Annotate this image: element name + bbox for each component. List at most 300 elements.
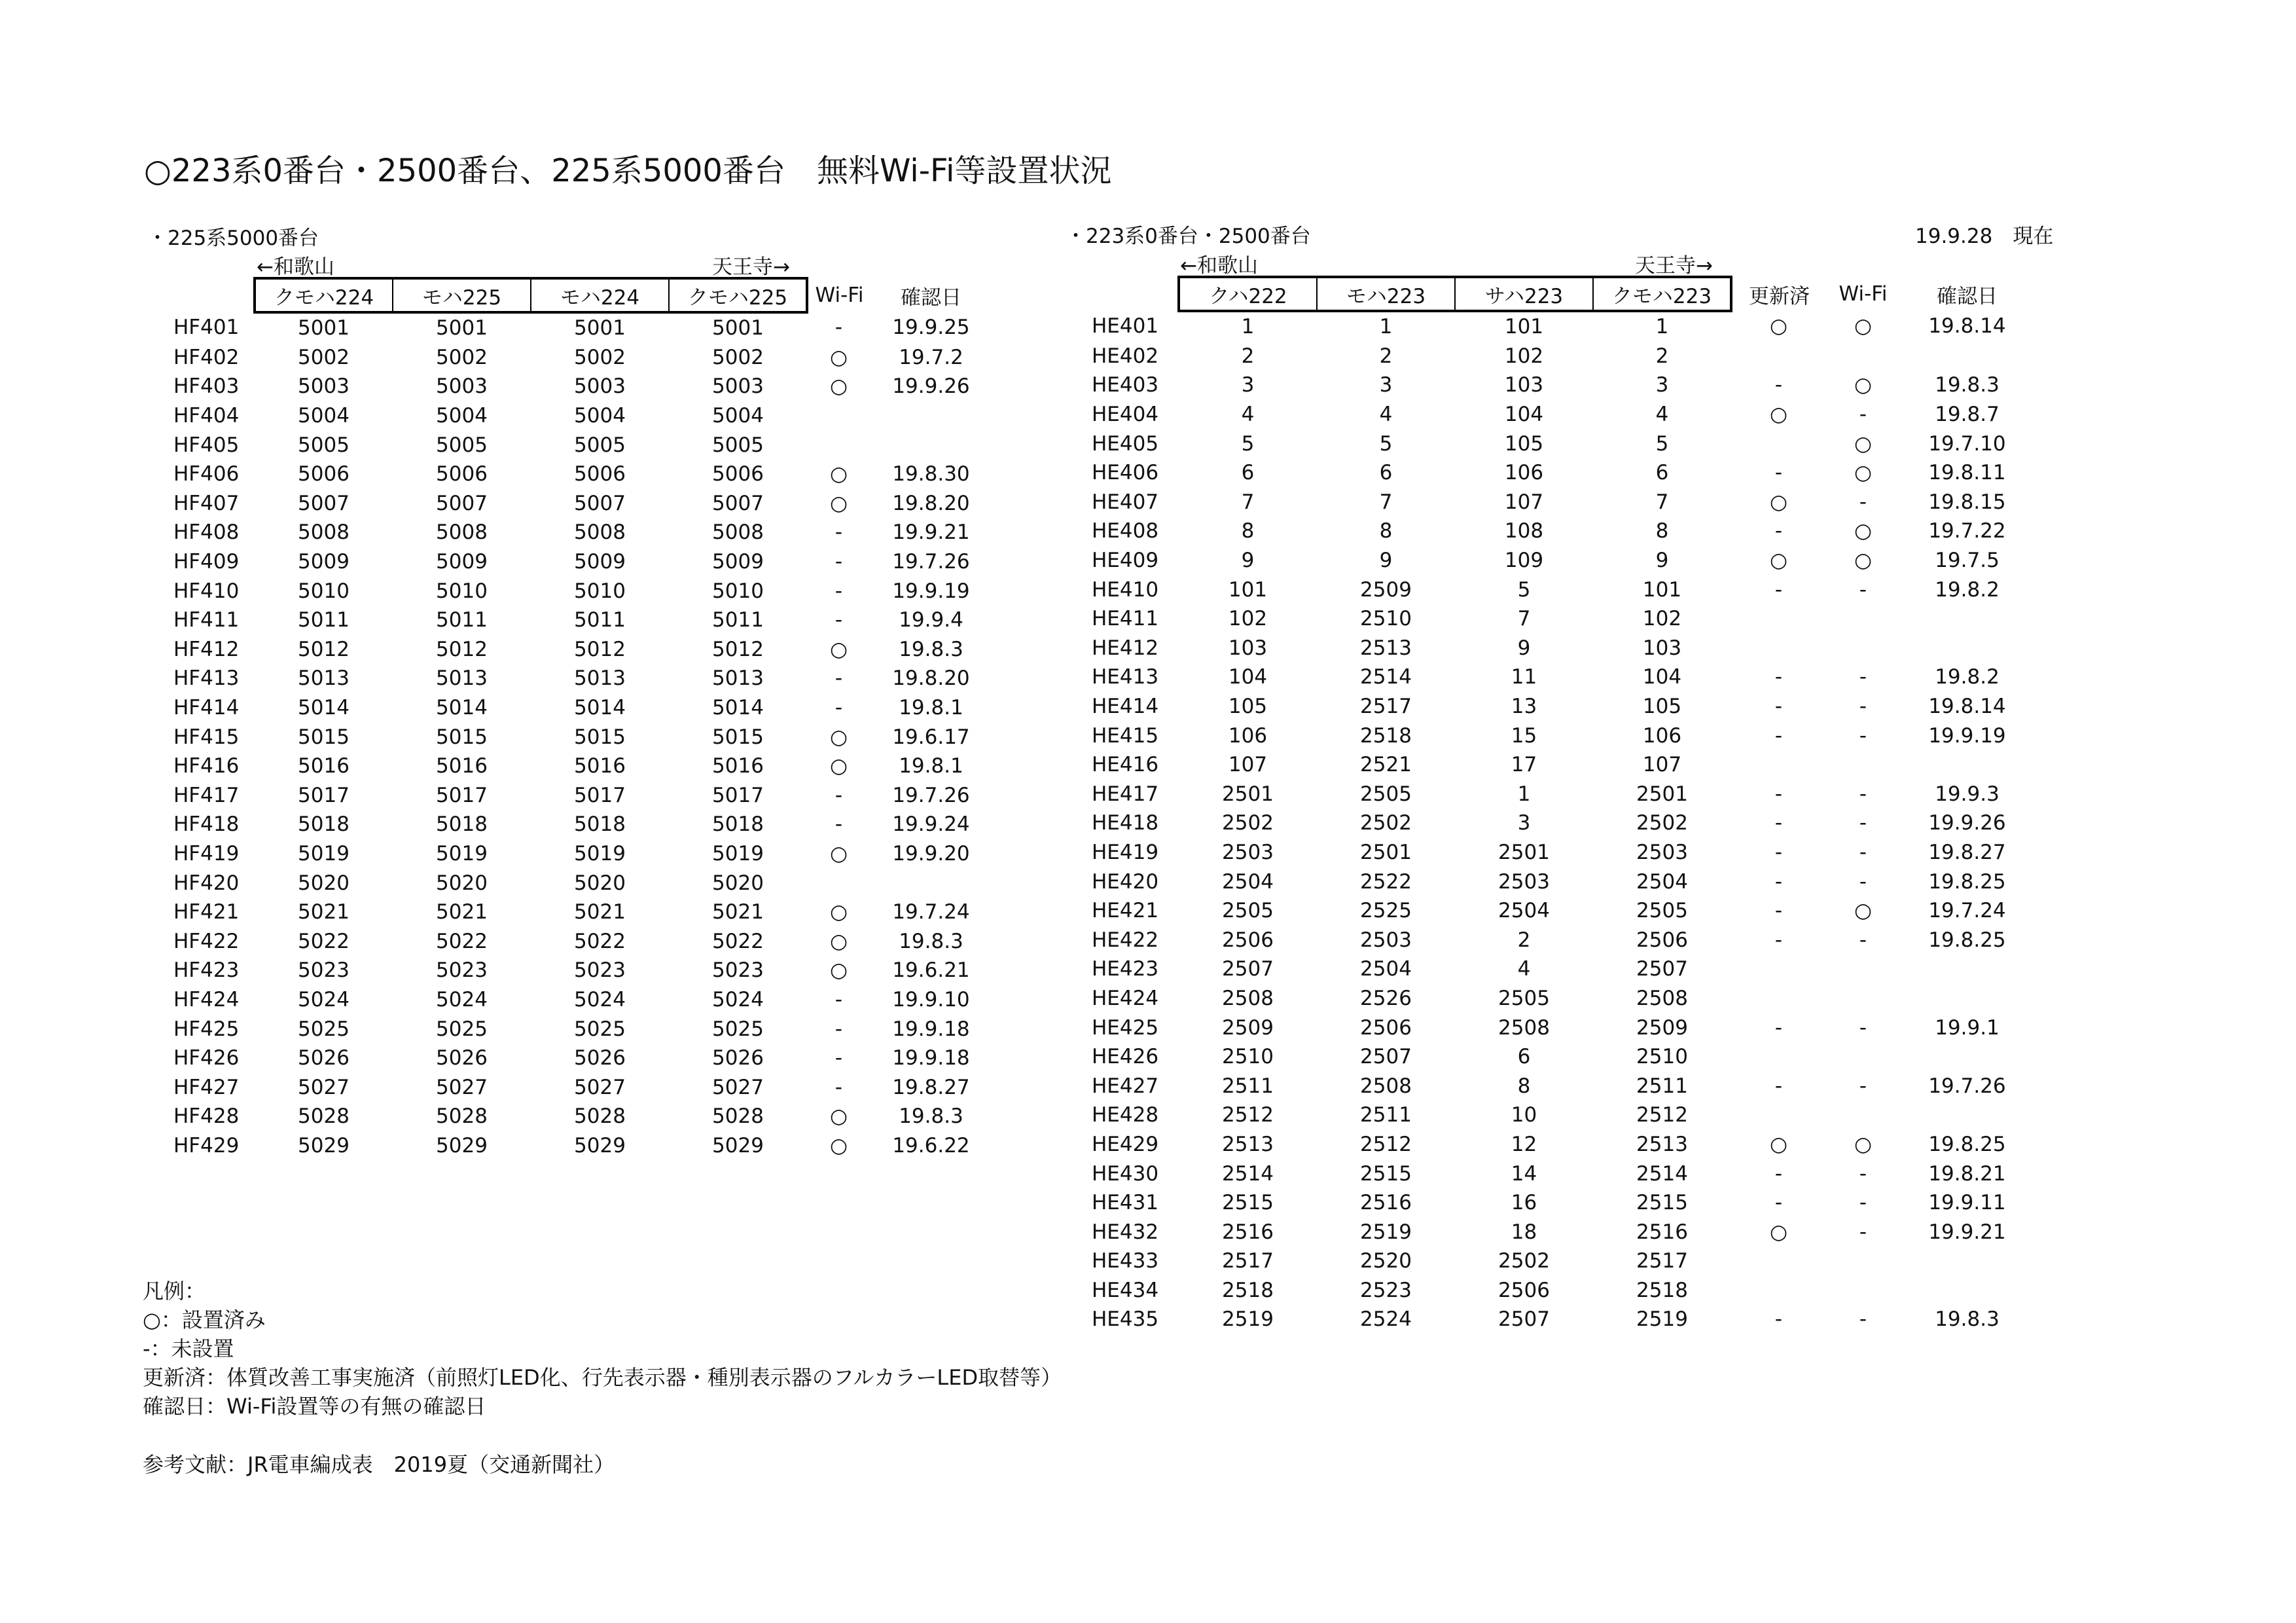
right-cell: 19.9.19 <box>1928 723 2006 748</box>
left-formation-table <box>147 277 992 1160</box>
left-cell: 19.8.20 <box>892 491 970 515</box>
right-cell: 2518 <box>1360 723 1412 748</box>
right-cell: 104 <box>1504 403 1544 427</box>
right-cell: - <box>1859 1307 1867 1332</box>
right-cell: HE414 <box>1092 695 1159 719</box>
left-cell: 5003 <box>436 374 488 399</box>
right-cell: 102 <box>1642 607 1682 631</box>
right-cell: ○ <box>1769 314 1788 338</box>
right-cell: 107 <box>1228 753 1268 777</box>
right-header-car-4: クモハ223 <box>1593 277 1731 311</box>
right-cell: 106 <box>1642 723 1682 748</box>
left-cell: - <box>834 783 843 807</box>
right-cell <box>1731 750 1826 780</box>
right-table-row <box>1066 604 2034 634</box>
left-cell: HF408 <box>173 520 240 545</box>
left-cell: 5019 <box>712 841 764 866</box>
left-cell: 19.9.18 <box>892 1017 970 1041</box>
right-cell: 2505 <box>1360 782 1412 806</box>
right-cell: - <box>1774 840 1783 864</box>
left-cell: 5020 <box>298 871 350 895</box>
left-cell: HF415 <box>173 725 240 749</box>
left-cell: 5016 <box>574 754 626 778</box>
right-cell: 105 <box>1228 695 1268 719</box>
left-cell: 5015 <box>436 725 488 749</box>
left-table-row <box>147 576 992 606</box>
left-cell: 5008 <box>712 520 764 545</box>
right-cell: 8 <box>1241 519 1255 543</box>
left-cell: 5006 <box>574 462 626 486</box>
left-cell: 5015 <box>712 725 764 749</box>
left-cell: 5006 <box>712 462 764 486</box>
right-cell: HE403 <box>1092 373 1159 397</box>
left-cell <box>870 430 992 460</box>
right-cell: ○ <box>1854 314 1873 338</box>
right-table-row <box>1066 634 2034 663</box>
right-table-row <box>1066 721 2034 750</box>
left-cell: HF411 <box>173 608 240 632</box>
right-cell: 3 <box>1379 373 1393 397</box>
left-cell: 5014 <box>298 696 350 720</box>
left-cell: 5021 <box>436 900 488 924</box>
right-cell: 2512 <box>1360 1132 1412 1156</box>
right-cell: 2505 <box>1222 899 1274 923</box>
left-cell: HF405 <box>173 433 240 457</box>
left-table-row <box>147 518 992 547</box>
left-cell: ○ <box>829 637 848 661</box>
left-cell: HF418 <box>173 812 240 837</box>
left-cell: 19.9.20 <box>892 841 970 866</box>
left-cell: 5002 <box>712 345 764 369</box>
left-cell: HF425 <box>173 1017 240 1041</box>
right-cell: HE404 <box>1092 403 1159 427</box>
right-cell: 2513 <box>1360 636 1412 660</box>
right-cell: 7 <box>1517 607 1531 631</box>
right-cell: 4 <box>1379 403 1393 427</box>
left-table-row <box>147 1014 992 1044</box>
right-cell: 2501 <box>1498 840 1550 864</box>
left-cell: 5009 <box>436 550 488 574</box>
left-cell: 19.8.1 <box>899 696 963 720</box>
right-cell <box>1731 429 1826 458</box>
left-cell: 19.9.25 <box>892 316 970 340</box>
right-cell: - <box>1774 1015 1783 1040</box>
right-cell: 2502 <box>1498 1249 1550 1273</box>
left-cell: HF413 <box>173 666 240 691</box>
left-cell: 5004 <box>712 404 764 428</box>
left-cell: 19.8.20 <box>892 666 970 691</box>
left-table-row <box>147 401 992 431</box>
left-cell: 5009 <box>298 550 350 574</box>
left-cell: 5026 <box>712 1046 764 1070</box>
right-cell: HE423 <box>1092 957 1159 981</box>
left-cell: 5024 <box>436 987 488 1012</box>
left-cell: 5014 <box>436 696 488 720</box>
left-cell: HF423 <box>173 958 240 983</box>
right-cell: 2518 <box>1222 1278 1274 1302</box>
right-cell: 2505 <box>1636 899 1688 923</box>
left-table-row <box>147 898 992 927</box>
right-cell: - <box>1774 723 1783 748</box>
left-table-row <box>147 752 992 781</box>
right-cell: - <box>1859 490 1867 514</box>
right-cell: - <box>1774 1191 1783 1215</box>
right-cell <box>1826 1101 1900 1130</box>
right-cell: 6 <box>1517 1045 1531 1069</box>
right-cell: 2519 <box>1222 1307 1274 1332</box>
left-table-row <box>147 547 992 577</box>
right-cell: 19.8.14 <box>1928 695 2006 719</box>
right-cell: 19.8.27 <box>1928 840 2006 864</box>
right-cell: 19.8.3 <box>1935 373 2000 397</box>
left-cell: 5023 <box>298 958 350 983</box>
left-cell <box>807 430 870 460</box>
left-cell: 5011 <box>712 608 764 632</box>
right-cell: 19.7.26 <box>1928 1074 2006 1098</box>
left-cell: 5026 <box>298 1046 350 1070</box>
left-cell: 5008 <box>436 520 488 545</box>
left-header-car-2: モハ225 <box>393 278 531 312</box>
left-cell: 5008 <box>298 520 350 545</box>
right-table-row <box>1066 663 2034 692</box>
right-cell: 19.7.24 <box>1928 899 2006 923</box>
right-cell: 9 <box>1241 549 1255 573</box>
left-cell: 5010 <box>298 579 350 603</box>
left-cell: 5024 <box>574 987 626 1012</box>
left-cell: 5019 <box>436 841 488 866</box>
right-cell: - <box>1859 723 1867 748</box>
right-cell <box>1826 750 1900 780</box>
right-cell: 104 <box>1642 665 1682 689</box>
right-cell: 107 <box>1504 490 1544 514</box>
left-cell <box>807 401 870 431</box>
right-table-row <box>1066 1130 2034 1159</box>
left-cell: 5011 <box>574 608 626 632</box>
right-cell: 2504 <box>1498 899 1550 923</box>
left-cell: ○ <box>829 754 848 778</box>
left-cell: 19.7.26 <box>892 783 970 807</box>
right-cell: 109 <box>1504 549 1544 573</box>
left-table-row <box>147 868 992 898</box>
right-cell: 19.8.7 <box>1935 403 2000 427</box>
right-cell: - <box>1774 1307 1783 1332</box>
right-cell: 10 <box>1511 1103 1537 1127</box>
right-table-row <box>1066 311 2034 342</box>
left-cell: - <box>834 696 843 720</box>
right-formation-table <box>1066 276 2034 1334</box>
right-cell: 2512 <box>1222 1103 1274 1127</box>
right-cell: 2514 <box>1636 1161 1688 1186</box>
right-cell: 19.8.14 <box>1928 314 2006 338</box>
right-cell: 2524 <box>1360 1307 1412 1332</box>
right-table-row <box>1066 1188 2034 1218</box>
right-cell <box>1731 604 1826 634</box>
left-cell: HF426 <box>173 1046 240 1070</box>
left-cell: 5014 <box>712 696 764 720</box>
left-table-row <box>147 489 992 519</box>
left-cell: HF428 <box>173 1104 240 1129</box>
right-cell: 7 <box>1379 490 1393 514</box>
right-cell: HE417 <box>1092 782 1159 806</box>
right-header-car-1: クハ222 <box>1179 277 1317 311</box>
left-cell: 5025 <box>436 1017 488 1041</box>
right-cell: 102 <box>1504 344 1544 368</box>
left-cell: 5020 <box>712 871 764 895</box>
left-cell: 5027 <box>436 1075 488 1099</box>
left-cell: 5025 <box>298 1017 350 1041</box>
right-cell: HE407 <box>1092 490 1159 514</box>
right-cell: 8 <box>1655 519 1669 543</box>
right-cell: 2503 <box>1360 928 1412 952</box>
left-table-row <box>147 956 992 985</box>
left-cell: 19.9.18 <box>892 1046 970 1070</box>
right-cell: 2510 <box>1636 1045 1688 1069</box>
right-cell: 5 <box>1517 577 1531 602</box>
left-cell: 5017 <box>712 783 764 807</box>
right-cell: - <box>1859 1191 1867 1215</box>
left-cell: 5005 <box>574 433 626 457</box>
right-cell: 103 <box>1228 636 1268 660</box>
right-table-row <box>1066 1217 2034 1247</box>
right-cell: 17 <box>1511 753 1537 777</box>
left-cell: ○ <box>829 345 848 369</box>
right-cell: 2517 <box>1222 1249 1274 1273</box>
left-cell: 19.6.17 <box>892 725 970 749</box>
right-cell: 2511 <box>1222 1074 1274 1098</box>
right-cell: 101 <box>1228 577 1268 602</box>
right-cell: 2521 <box>1360 753 1412 777</box>
left-cell: 5013 <box>298 666 350 691</box>
left-direction-east: 天王寺→ <box>712 255 790 279</box>
right-table-row <box>1066 429 2034 458</box>
right-cell <box>1900 1247 2034 1276</box>
left-cell <box>870 868 992 898</box>
right-cell: 2516 <box>1360 1191 1412 1215</box>
right-table-row <box>1066 867 2034 896</box>
left-cell: HF407 <box>173 491 240 515</box>
right-cell: 2507 <box>1222 957 1274 981</box>
right-cell: 2502 <box>1636 811 1688 835</box>
left-cell: 5027 <box>712 1075 764 1099</box>
right-cell: - <box>1859 1074 1867 1098</box>
right-cell: 2508 <box>1498 1015 1550 1040</box>
right-cell: 2519 <box>1636 1307 1688 1332</box>
right-cell: 6 <box>1241 461 1255 485</box>
right-cell: ○ <box>1854 373 1873 397</box>
right-cell: 2 <box>1517 928 1531 952</box>
left-cell: ○ <box>829 374 848 399</box>
right-header-renewed: 更新済 <box>1749 284 1810 308</box>
left-table-row <box>147 1131 992 1161</box>
right-table-row <box>1066 458 2034 488</box>
left-table-row <box>147 781 992 811</box>
left-cell: 5022 <box>298 929 350 953</box>
left-cell: 19.7.2 <box>899 345 963 369</box>
left-cell: ○ <box>829 725 848 749</box>
right-table-row <box>1066 838 2034 867</box>
left-cell: 5017 <box>436 783 488 807</box>
left-cell: 5028 <box>574 1104 626 1129</box>
left-cell: 5017 <box>574 783 626 807</box>
right-cell: 4 <box>1655 403 1669 427</box>
left-cell: 5016 <box>712 754 764 778</box>
left-cell: 5013 <box>436 666 488 691</box>
left-cell: 5028 <box>298 1104 350 1129</box>
right-table-row <box>1066 342 2034 371</box>
right-cell <box>1900 1101 2034 1130</box>
right-table-row <box>1066 750 2034 780</box>
right-cell: - <box>1774 695 1783 719</box>
right-cell: ○ <box>1769 1132 1788 1156</box>
right-cell: 2515 <box>1222 1191 1274 1215</box>
left-cell: HF421 <box>173 900 240 924</box>
right-table-row <box>1066 809 2034 838</box>
left-cell: - <box>834 1075 843 1099</box>
left-cell: 19.9.4 <box>899 608 963 632</box>
left-cell: 5018 <box>574 812 626 837</box>
right-cell <box>1731 955 1826 984</box>
left-cell: HF409 <box>173 550 240 574</box>
left-cell: HF416 <box>173 754 240 778</box>
right-cell: 2514 <box>1360 665 1412 689</box>
right-cell: HE415 <box>1092 723 1159 748</box>
left-cell: ○ <box>829 1133 848 1158</box>
left-cell: ○ <box>829 929 848 953</box>
left-cell: 19.6.22 <box>892 1133 970 1158</box>
left-direction-west: ←和歌山 <box>257 255 334 279</box>
right-cell: 2509 <box>1636 1015 1688 1040</box>
left-table-row <box>147 664 992 693</box>
right-cell: 2515 <box>1636 1191 1688 1215</box>
right-cell: 2510 <box>1222 1045 1274 1069</box>
left-header-car-4: クモハ225 <box>669 278 807 312</box>
right-cell: 2525 <box>1360 899 1412 923</box>
right-cell: 2509 <box>1360 577 1412 602</box>
left-cell: 5022 <box>436 929 488 953</box>
right-cell: ○ <box>1769 549 1788 573</box>
left-cell: 19.8.3 <box>899 929 963 953</box>
left-cell: 5007 <box>436 491 488 515</box>
right-cell: 6 <box>1655 461 1669 485</box>
left-header-car-1: クモハ224 <box>255 278 393 312</box>
left-cell: 5016 <box>298 754 350 778</box>
right-cell: 2522 <box>1360 869 1412 894</box>
right-cell: 2520 <box>1360 1249 1412 1273</box>
right-cell: 2511 <box>1360 1103 1412 1127</box>
left-cell: 19.8.30 <box>892 462 970 486</box>
right-cell: 18 <box>1511 1220 1537 1244</box>
left-cell: 5004 <box>436 404 488 428</box>
right-cell <box>1731 342 1826 371</box>
left-cell: 5010 <box>574 579 626 603</box>
left-cell: - <box>834 1017 843 1041</box>
left-cell: 5029 <box>712 1133 764 1158</box>
right-cell: 105 <box>1504 431 1544 456</box>
right-cell: 2 <box>1379 344 1393 368</box>
right-cell <box>1900 750 2034 780</box>
right-cell: - <box>1774 1074 1783 1098</box>
left-cell: 19.9.26 <box>892 374 970 399</box>
legend-not-installed: -：未設置 <box>143 1336 234 1361</box>
right-cell: - <box>1774 461 1783 485</box>
right-table-row <box>1066 896 2034 926</box>
right-cell: 19.8.15 <box>1928 490 2006 514</box>
right-cell: 2505 <box>1498 986 1550 1010</box>
right-cell <box>1900 342 2034 371</box>
right-table-row <box>1066 1071 2034 1101</box>
right-cell: 19.8.25 <box>1928 1132 2006 1156</box>
left-cell: 5010 <box>712 579 764 603</box>
right-cell <box>1900 604 2034 634</box>
left-cell: ○ <box>829 958 848 983</box>
left-cell: - <box>834 316 843 340</box>
left-cell: 19.9.21 <box>892 520 970 545</box>
left-cell: - <box>834 550 843 574</box>
left-cell: HF417 <box>173 783 240 807</box>
left-table-row <box>147 430 992 460</box>
left-cell: 5021 <box>574 900 626 924</box>
right-cell <box>1826 1247 1900 1276</box>
right-cell: 4 <box>1241 403 1255 427</box>
right-cell <box>1826 634 1900 663</box>
left-cell: 5011 <box>436 608 488 632</box>
right-table-row <box>1066 692 2034 721</box>
left-cell: 5005 <box>436 433 488 457</box>
right-cell: - <box>1774 665 1783 689</box>
left-header-check-date: 確認日 <box>901 285 961 310</box>
left-cell: 5029 <box>298 1133 350 1158</box>
right-cell: 19.7.10 <box>1928 431 2006 456</box>
left-header-spacer <box>147 278 255 312</box>
right-table-row <box>1066 984 2034 1013</box>
right-cell: 8 <box>1517 1074 1531 1098</box>
left-cell: 5012 <box>436 637 488 661</box>
right-cell: 19.9.21 <box>1928 1220 2006 1244</box>
left-cell: 5005 <box>712 433 764 457</box>
right-cell: 2502 <box>1360 811 1412 835</box>
left-cell: - <box>834 987 843 1012</box>
right-cell: 13 <box>1511 695 1537 719</box>
right-direction-east: 天王寺→ <box>1635 254 1713 278</box>
left-cell: - <box>834 666 843 691</box>
right-cell: 3 <box>1655 373 1669 397</box>
right-cell: HE427 <box>1092 1074 1159 1098</box>
right-cell: - <box>1774 899 1783 923</box>
right-cell: 9 <box>1517 636 1531 660</box>
right-cell: 2510 <box>1360 607 1412 631</box>
right-cell: HE430 <box>1092 1161 1159 1186</box>
left-cell: 19.7.24 <box>892 900 970 924</box>
left-cell: 5026 <box>574 1046 626 1070</box>
left-cell: - <box>834 1046 843 1070</box>
right-cell <box>1731 1101 1826 1130</box>
right-table-row <box>1066 517 2034 546</box>
left-cell: 19.8.27 <box>892 1075 970 1099</box>
right-cell: 2504 <box>1360 957 1412 981</box>
right-cell: 107 <box>1642 753 1682 777</box>
left-cell: 5019 <box>298 841 350 866</box>
left-cell: 19.8.1 <box>899 754 963 778</box>
left-table-row <box>147 343 992 373</box>
left-cell: 5007 <box>712 491 764 515</box>
right-cell: 105 <box>1642 695 1682 719</box>
right-cell: ○ <box>1854 549 1873 573</box>
left-cell: 5022 <box>574 929 626 953</box>
right-cell: 11 <box>1511 665 1537 689</box>
left-cell: HF419 <box>173 841 240 866</box>
right-cell: HE421 <box>1092 899 1159 923</box>
right-cell: HE410 <box>1092 577 1159 602</box>
